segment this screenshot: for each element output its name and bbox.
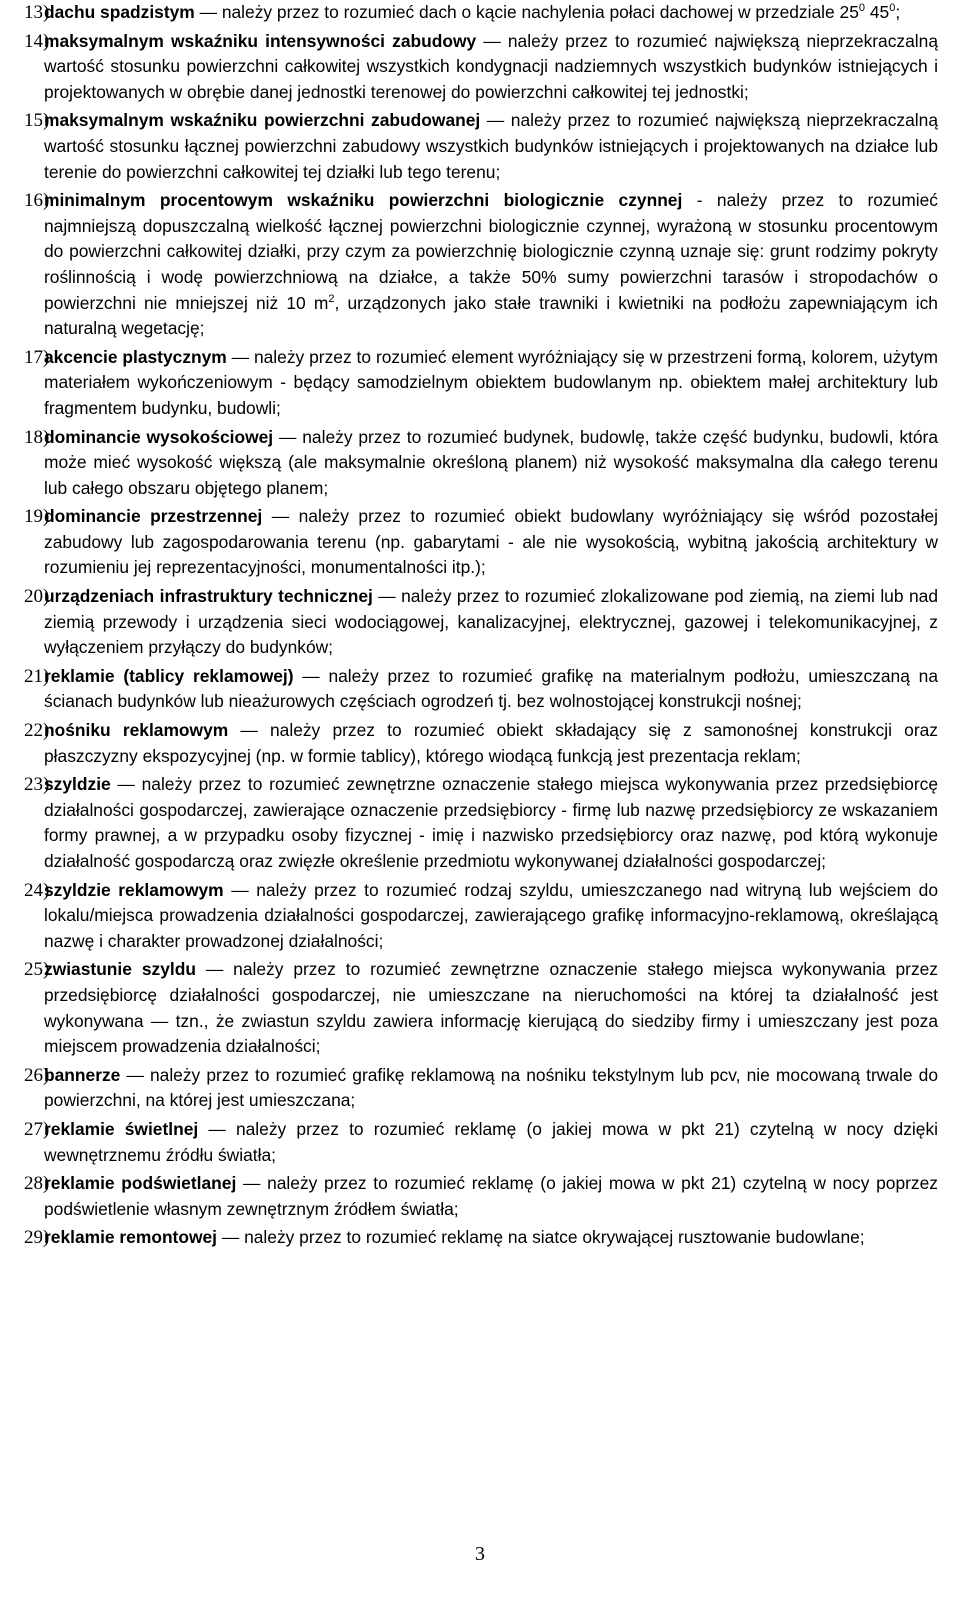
superscript: 0 (858, 2, 865, 15)
definition-text: — należy przez to rozumieć rodzaj szyldu, umieszczanego nad witryną lub wejściem do lokalu/miejsca prowadzenia działalności gospodarczej, zawierającego grafikę informacyjno-reklamową, określającą nazwę i charakter prowadzonej działalności; (44, 879, 938, 951)
definition-text-end: ; (895, 2, 901, 22)
definition-item-17 (24, 345, 938, 422)
definition-item-14 (24, 29, 938, 106)
definition-term: dominancie przestrzennej (44, 506, 263, 527)
item-number: 17) (24, 346, 50, 368)
definition-term: reklamie podświetlanej (44, 1173, 237, 1194)
definition-item-29 (24, 1225, 938, 1251)
definition-item-25 (24, 957, 938, 1059)
definition-text: — należy przez to rozumieć reklamę (o jakiej mowa w pkt 21) czytelną w nocy poprzez podświetlenie własnym zewnętrznym źródłem światła; (44, 1173, 938, 1219)
item-number: 26) (24, 1064, 50, 1086)
definition-text: — należy przez to rozumieć budynek, budowlę, także część budynku, budowli, która może mieć wysokość większą (ale maksymalnie określoną planem) niż wysokość maksymalna dla całego terenu lub całego obszaru objętego planem; (44, 426, 938, 498)
item-number: 21) (24, 665, 50, 687)
definition-term: minimalnym procentowym wskaźniku powierzchni biologicznie czynnej (44, 190, 683, 211)
definition-item-27 (24, 1117, 938, 1168)
item-number: 28) (24, 1173, 50, 1195)
definition-term: nośniku reklamowym (44, 720, 229, 741)
item-number: 15) (24, 110, 50, 132)
definition-item-13 (24, 0, 938, 26)
definition-term: reklamie świetlnej (44, 1118, 199, 1139)
definition-item-23 (24, 772, 938, 874)
definition-text: — należy przez to rozumieć obiekt budowlany wyróżniający się wśród pozostałej zabudowy lub zagospodarowania terenu (np. gabarytami - ale nie wysokością, wybitną jakością architektury w rozumieniu jej reprezentacyjności, monumentalności itp.); (44, 506, 938, 578)
definition-term: akcencie plastycznym (44, 346, 227, 367)
definition-text: — należy przez to rozumieć dach o kącie nachylenia połaci dachowej w przedziale 25 (194, 2, 859, 22)
definition-term: dachu spadzistym (44, 2, 195, 22)
page-number: 3 (475, 1543, 485, 1565)
definition-text: — należy przez to rozumieć zlokalizowane pod ziemią, na ziemi lub nad ziemią przewody i urządzenia sieci wodociągowej, kanalizacyjnej, elektrycznej, gazowej i telekomunikacyjnej, z wyłączeniem przyłączy do budynków; (44, 586, 938, 658)
definition-text: — należy przez to rozumieć grafikę na materialnym podłożu, umieszczaną na ścianach budynków lub nieażurowych częściach ogrodzeń tj. bez wolnostojącej konstrukcji nośnej; (44, 665, 939, 712)
definition-text: — należy przez to rozumieć reklamę na siatce okrywającej rusztowanie budowlane; (217, 1227, 865, 1248)
item-number: 16) (24, 190, 50, 212)
item-number: 20) (24, 586, 50, 608)
definition-term: szyldzie reklamowym (44, 879, 224, 900)
definition-item-22 (24, 718, 938, 769)
definition-item-19 (24, 504, 938, 581)
item-number: 23) (24, 774, 50, 796)
definition-text: - należy przez to rozumieć najmniejszą dopuszczalną wielkość łącznej powierzchni biologicznie czynnej, wyrażoną w stosunku procentowym do powierzchni całkowitej działki, przy czym za powierzchnię biologicznie czynną uznaje się: grunt rodzimy pokryty roślinnością i wodę powierzchniową na działce, a także 50% sumy powierzchni tarasów i stropodachów o powierzchni nie mniejszej niż 10 m (44, 190, 939, 313)
item-number: 27) (24, 1118, 50, 1140)
superscript: 0 (889, 2, 896, 15)
definition-term: zwiastunie szyldu (44, 959, 196, 980)
definition-term: szyldzie (44, 774, 111, 795)
item-number: 13) (24, 2, 50, 23)
definition-term: reklamie remontowej (44, 1227, 218, 1248)
definition-item-28 (24, 1171, 938, 1222)
definition-text: — należy przez to rozumieć największą nieprzekraczalną wartość stosunku powierzchni całkowitej wszystkich kondygnacji nadziemnych wszystkich budynków istniejących i projektowanych w obrębie danej jednostki terenowej do powierzchni całkowitej tej jednostki; (44, 30, 938, 102)
definition-term: reklamie (tablicy reklamowej) (44, 665, 294, 686)
definition-text: — należy przez to rozumieć zewnętrzne oznaczenie stałego miejsca wykonywania przez przedsiębiorcę działalności gospodarczej, zawierające oznaczenie przedsiębiorcy - firmę lub nazwę przedsiębiorcy ze wskazaniem formy prawnej, a w przypadku osoby fizycznej - imię i nazwisko przedsiębiorcy oraz nazwę, pod którą wykonuje działalność gospodarczą oraz zwięzłe określenie przedmiotu wykonywanej działalności gospodarczej; (44, 774, 938, 871)
definition-item-18 (24, 425, 938, 502)
definition-term: urządzeniach infrastruktury technicznej (44, 586, 373, 607)
definition-item-21 (24, 664, 938, 715)
definition-term: dominancie wysokościowej (44, 426, 274, 447)
definition-text-cont: 45 (865, 2, 890, 22)
definitions-list (24, 0, 938, 1254)
definition-text: — należy przez to rozumieć największą nieprzekraczalną wartość stosunku łącznej powierzchni zabudowy wszystkich budynków istniejących i projektowanych na działce lub terenie do powierzchni całkowitej tej działki lub tego terenu; (44, 110, 938, 182)
item-number: 24) (24, 879, 50, 901)
definition-text: — należy przez to rozumieć reklamę (o jakiej mowa w pkt 21) czytelną w nocy dzięki wewnętrznemu źródłu światła; (44, 1118, 938, 1165)
definition-text: — należy przez to rozumieć obiekt składający się z samonośnej konstrukcji oraz płaszczyzny ekspozycyjnej (np. w formie tablicy), którego wiodącą funkcją jest prezentacja reklam; (44, 720, 938, 766)
definition-term: bannerze (44, 1064, 121, 1085)
definition-term: maksymalnym wskaźniku powierzchni zabudowanej (44, 110, 481, 131)
definition-term: maksymalnym wskaźniku intensywności zabudowy (44, 30, 477, 51)
definition-item-20 (24, 584, 938, 661)
superscript: 2 (328, 292, 335, 305)
item-number: 19) (24, 506, 50, 528)
definition-item-16 (24, 188, 938, 342)
item-number: 25) (24, 959, 50, 981)
definition-item-26 (24, 1063, 938, 1114)
definition-text: — należy przez to rozumieć element wyróżniający się w przestrzeni formą, kolorem, użytym materiałem wykończeniowym - będący samodzielnym obiektem budowlanym np. obiektem małej architektury lub fragmentem budynku, budowli; (44, 346, 938, 418)
item-number: 22) (24, 720, 50, 742)
item-number: 14) (24, 30, 50, 52)
definition-text: — należy przez to rozumieć grafikę reklamową na nośniku tekstylnym lub pcv, nie mocowaną trwale do powierzchni, na której jest umieszczana; (44, 1064, 938, 1111)
definition-text: — należy przez to rozumieć zewnętrzne oznaczenie stałego miejsca wykonywania przez przedsiębiorcę działalności gospodarczej, nie umieszczane na nieruchomości na której ta działalność jest wykonywana — tzn., że zwiastun szyldu zawiera informację kierującą do siedziby firmy i umieszczany jest poza miejscem prowadzenia działalności; (44, 959, 939, 1057)
item-number: 29) (24, 1227, 50, 1249)
definition-text-cont: , urządzonych jako stałe trawniki i kwietniki na podłożu zapewniającym ich naturalną wegetację; (44, 292, 938, 339)
definition-item-15 (24, 108, 938, 185)
item-number: 18) (24, 426, 50, 448)
definition-item-24 (24, 878, 938, 955)
